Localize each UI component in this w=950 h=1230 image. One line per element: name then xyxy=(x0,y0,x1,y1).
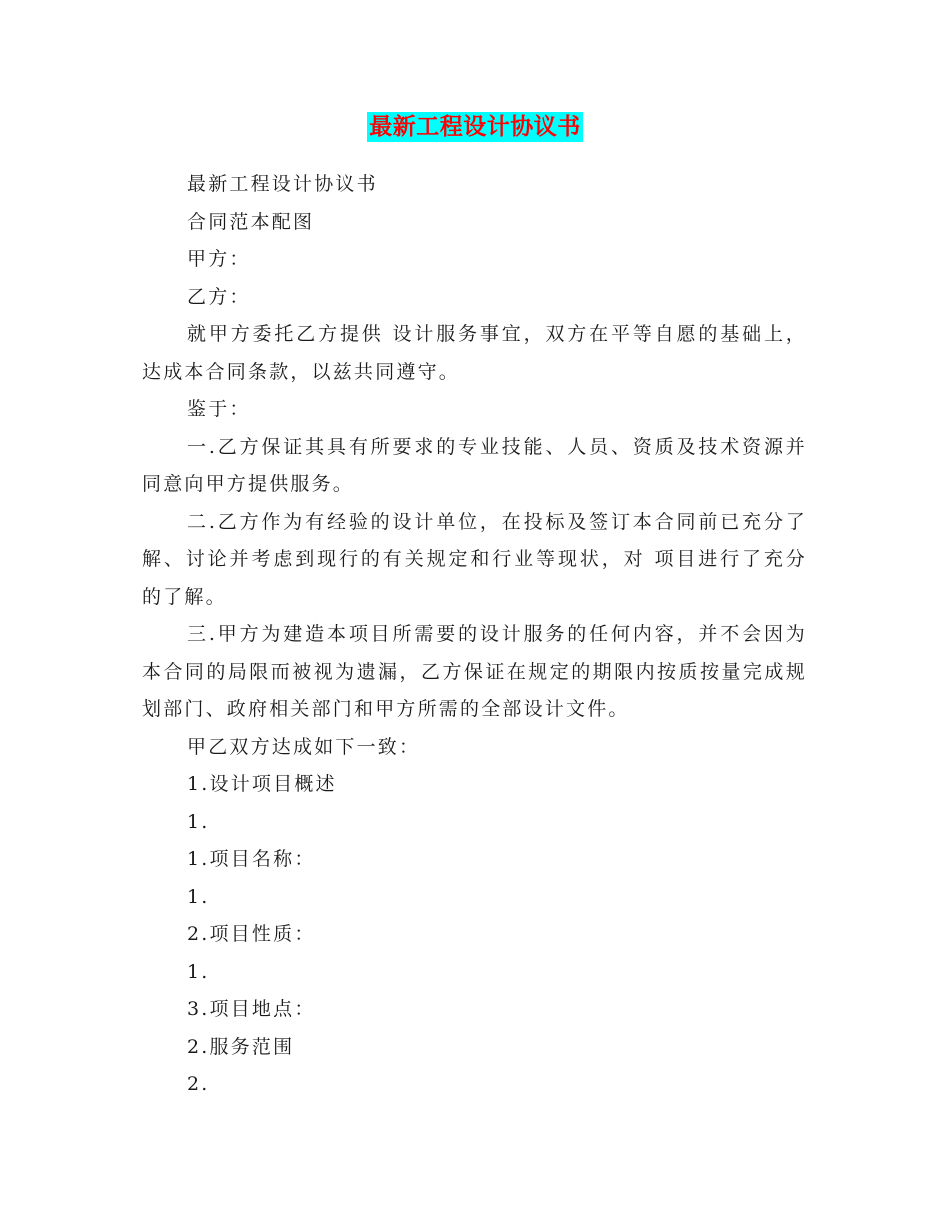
title-container xyxy=(0,112,950,142)
paragraph: 二.乙方作为有经验的设计单位，在投标及签订本合同前已充分了解、讨论并考虑到现行的有关规定和行业等现状，对 项目进行了充分的了解。 xyxy=(142,510,807,608)
paragraph: 一.乙方保证其具有所要求的专业技能、人员、资质及技术资源并同意向甲方提供服务。 xyxy=(142,435,807,495)
paragraph: 1. xyxy=(187,885,210,908)
document-title: 最新工程设计协议书 xyxy=(369,113,581,140)
paragraph: 1. xyxy=(187,810,210,833)
paragraph: 三.甲方为建造本项目所需要的设计服务的任何内容，并不会因为本合同的局限而被视为遗漏，乙方保证在规定的期限内按质按量完成规划部门、政府相关部门和甲方所需的全部设计文件。 xyxy=(142,623,807,720)
paragraph: 1.项目名称： xyxy=(187,848,316,870)
paragraph: 2.服务范围 xyxy=(187,1035,295,1058)
paragraph: 最新工程设计协议书 xyxy=(187,173,378,195)
paragraph: 合同范本配图 xyxy=(187,210,315,233)
paragraph: 1.设计项目概述 xyxy=(187,773,337,795)
paragraph: 乙方： xyxy=(187,285,251,308)
paragraph: 3.项目地点： xyxy=(187,998,316,1020)
paragraph: 鉴于： xyxy=(187,398,251,420)
paragraph: 2. xyxy=(187,1073,210,1095)
document-body xyxy=(142,166,807,1104)
paragraph: 甲乙双方达成如下一致： xyxy=(187,735,421,758)
paragraph: 就甲方委托乙方提供 设计服务事宜，双方在平等自愿的基础上，达成本合同条款，以兹共同遵守。 xyxy=(142,323,807,383)
paragraph: 1. xyxy=(187,960,210,983)
paragraph: 2.项目性质： xyxy=(187,923,316,945)
paragraph: 甲方： xyxy=(187,248,251,270)
